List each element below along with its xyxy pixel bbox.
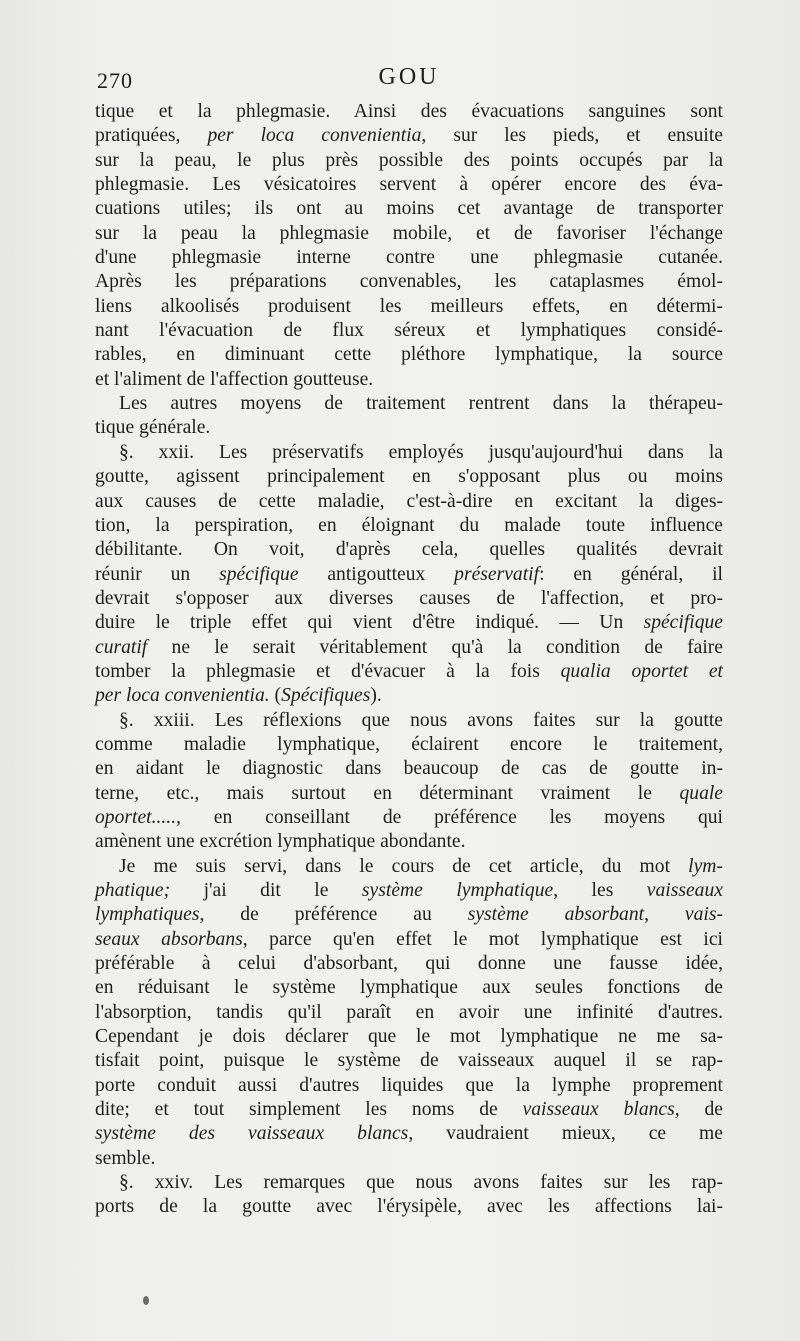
text-segment: , xyxy=(644,904,685,926)
text-line xyxy=(95,806,723,830)
text-segment: , en conseillant de préférence les moyens qui xyxy=(176,806,723,828)
text-line xyxy=(95,636,723,660)
text-segment: tique générale. xyxy=(95,417,211,439)
text-segment: j'ai dit le xyxy=(170,880,362,901)
text-segment: : en général, il xyxy=(539,563,723,585)
text-segment: antigoutteux xyxy=(298,563,455,585)
text-line xyxy=(95,709,723,733)
text-segment: Les autres moyens de traitement rentrent dans la thérapeu- xyxy=(119,393,723,415)
text-segment: Je me suis servi, dans le cours de cet article, du mot xyxy=(119,855,689,877)
text-segment: d'une phlegmasie interne contre une phlegmasie cutanée. xyxy=(95,247,723,269)
ink-speck xyxy=(143,1296,149,1305)
text-segment: §. xxiii. Les réflexions que nous avons faites sur la goutte xyxy=(119,709,723,731)
text-segment: comme maladie lymphatique, éclairent encore le traitement, xyxy=(95,733,723,755)
text-segment: , de xyxy=(674,1099,723,1121)
text-segment: sur la peau, le plus près possible des points occupés par la xyxy=(95,149,723,171)
italic-text: per loca convenientia. xyxy=(95,685,270,707)
text-line xyxy=(95,733,723,757)
text-segment: tomber la phlegmasie et d'évacuer à la fois xyxy=(95,660,561,682)
text-segment: tion, la perspiration, en éloignant du malade toute influence xyxy=(95,514,723,536)
text-line xyxy=(95,149,723,173)
text-segment: amènent une excrétion lymphatique abondante. xyxy=(95,831,466,853)
text-segment: rables, en diminuant cette pléthore lymphatique, la source xyxy=(95,344,723,366)
text-segment: goutte, agissent principalement en s'opposant plus ou moins xyxy=(95,466,723,488)
text-line xyxy=(95,563,723,587)
italic-text: curatif xyxy=(95,636,148,658)
text-segment: semble. xyxy=(95,1147,156,1169)
text-segment: , sur les pieds, et ensuite xyxy=(421,125,723,147)
text-line xyxy=(95,1001,723,1025)
text-line xyxy=(95,611,723,635)
text-line xyxy=(95,1074,723,1098)
text-segment: nant l'évacuation de flux séreux et lymphatiques considé- xyxy=(95,320,723,342)
text-line xyxy=(95,465,723,489)
text-line xyxy=(95,1098,723,1122)
text-line xyxy=(95,1122,723,1146)
text-segment: phlegmasie. Les vésicatoires servent à opérer encore des éva- xyxy=(95,174,723,196)
italic-text: lym- xyxy=(688,855,723,877)
italic-text: préservatif xyxy=(454,563,540,585)
text-segment: §. xxii. Les préservatifs employés jusqu'aujourd'hui dans la xyxy=(119,441,723,463)
text-line xyxy=(95,514,723,538)
text-line xyxy=(95,757,723,781)
text-line xyxy=(95,222,723,246)
text-segment: pratiquées, xyxy=(95,125,208,147)
text-segment: ). xyxy=(370,685,382,707)
text-line xyxy=(95,197,723,221)
text-line xyxy=(95,903,723,927)
text-line xyxy=(95,660,723,684)
text-segment: terne, etc., mais surtout en déterminant vraiment le xyxy=(95,782,680,804)
text-line xyxy=(95,1195,723,1219)
text-segment: cuations utiles; ils ont au moins cet avantage de transporter xyxy=(95,198,723,220)
text-segment: Cependant je dois déclarer que le mot lymphatique ne me sa- xyxy=(95,1026,723,1048)
text-line xyxy=(95,368,723,392)
text-segment: aux causes de cette maladie, c'est-à-dire en excitant la diges- xyxy=(95,490,723,512)
body-text xyxy=(95,100,723,1220)
text-line xyxy=(95,684,723,708)
text-segment: , de préférence au xyxy=(199,904,468,926)
text-segment: porte conduit aussi d'autres liquides que la lymphe proprement xyxy=(95,1074,723,1096)
italic-text: oportet..... xyxy=(95,806,177,828)
italic-text: qualia oportet et xyxy=(560,660,723,682)
text-line xyxy=(95,343,723,367)
italic-text: quale xyxy=(679,782,723,804)
italic-text: seaux absorbans xyxy=(95,928,243,950)
text-line xyxy=(95,295,723,319)
text-segment: dite; et tout simplement les noms de xyxy=(95,1099,523,1121)
text-segment: débilitante. On voit, d'après cela, quelles qualités devrait xyxy=(95,539,723,561)
italic-text: vais- xyxy=(684,904,723,926)
text-segment: en réduisant le système lymphatique aux seules fonctions de xyxy=(95,977,723,999)
italic-text: système lymphatique xyxy=(361,880,554,901)
text-segment: ne le serait véritablement qu'à la condition de faire xyxy=(147,636,723,658)
text-segment: tisfait point, puisque le système de vaisseaux auquel il se rap- xyxy=(95,1050,723,1072)
text-segment: tique et la phlegmasie. Ainsi des évacuations sanguines sont xyxy=(95,101,723,122)
page-number: 270 xyxy=(97,68,133,93)
text-segment: duire le triple effet qui vient d'être indiqué. — Un xyxy=(95,612,644,634)
text-line xyxy=(95,855,723,879)
text-line xyxy=(95,246,723,270)
text-segment: , parce qu'en effet le mot lymphatique est ici xyxy=(242,928,724,950)
text-segment: ( xyxy=(269,685,282,707)
italic-text: spécifique xyxy=(643,612,723,634)
italic-text: système absorbant xyxy=(467,904,645,926)
italic-text: vaisseaux xyxy=(646,880,723,901)
italic-text: lymphatiques xyxy=(95,904,200,926)
italic-text: phatique; xyxy=(95,880,171,901)
italic-text: vaisseaux blancs xyxy=(522,1099,675,1121)
text-line xyxy=(95,1025,723,1049)
text-segment: et l'aliment de l'affection goutteuse. xyxy=(95,368,374,390)
text-segment: ports de la goutte avec l'érysipèle, avec les affections lai- xyxy=(95,1196,723,1218)
text-line xyxy=(95,416,723,440)
text-line xyxy=(95,1049,723,1073)
page-header xyxy=(95,62,723,96)
text-line xyxy=(95,100,723,124)
text-line xyxy=(95,319,723,343)
text-segment: devrait s'opposer aux diverses causes de l'affection, et pro- xyxy=(95,587,723,609)
text-segment: l'absorption, tandis qu'il paraît en avoir une infinité d'autres. xyxy=(95,1001,723,1023)
text-segment: , les xyxy=(553,880,647,901)
text-segment: sur la peau la phlegmasie mobile, et de favoriser l'échange xyxy=(95,222,723,244)
text-line xyxy=(95,587,723,611)
text-line xyxy=(95,830,723,854)
text-segment: en aidant le diagnostic dans beaucoup de cas de goutte in- xyxy=(95,758,723,780)
italic-text: per loca convenientia xyxy=(207,125,422,147)
italic-text: système des vaisseaux blancs xyxy=(95,1123,409,1145)
text-line xyxy=(95,1171,723,1195)
text-line xyxy=(95,782,723,806)
text-segment: réunir un xyxy=(95,563,220,585)
text-line xyxy=(95,490,723,514)
text-segment: §. xxiv. Les remarques que nous avons faites sur les rap- xyxy=(119,1172,723,1194)
text-segment: Après les préparations convenables, les cataplasmes émol- xyxy=(95,271,723,293)
text-line xyxy=(95,1147,723,1171)
text-line xyxy=(95,124,723,148)
italic-text: spécifique xyxy=(219,563,299,585)
text-line xyxy=(95,392,723,416)
text-line xyxy=(95,441,723,465)
text-segment: , vaudraient mieux, ce me xyxy=(408,1123,723,1145)
running-head: GOU xyxy=(378,64,440,90)
text-line xyxy=(95,538,723,562)
text-line xyxy=(95,928,723,952)
italic-text: Spécifiques xyxy=(281,685,371,707)
text-line xyxy=(95,879,723,903)
text-line xyxy=(95,976,723,1000)
text-line xyxy=(95,173,723,197)
text-line xyxy=(95,952,723,976)
text-segment: liens alkoolisés produisent les meilleurs effets, en détermi- xyxy=(95,295,723,317)
text-segment: préférable à celui d'absorbant, qui donne une fausse idée, xyxy=(95,953,723,975)
text-line xyxy=(95,270,723,294)
